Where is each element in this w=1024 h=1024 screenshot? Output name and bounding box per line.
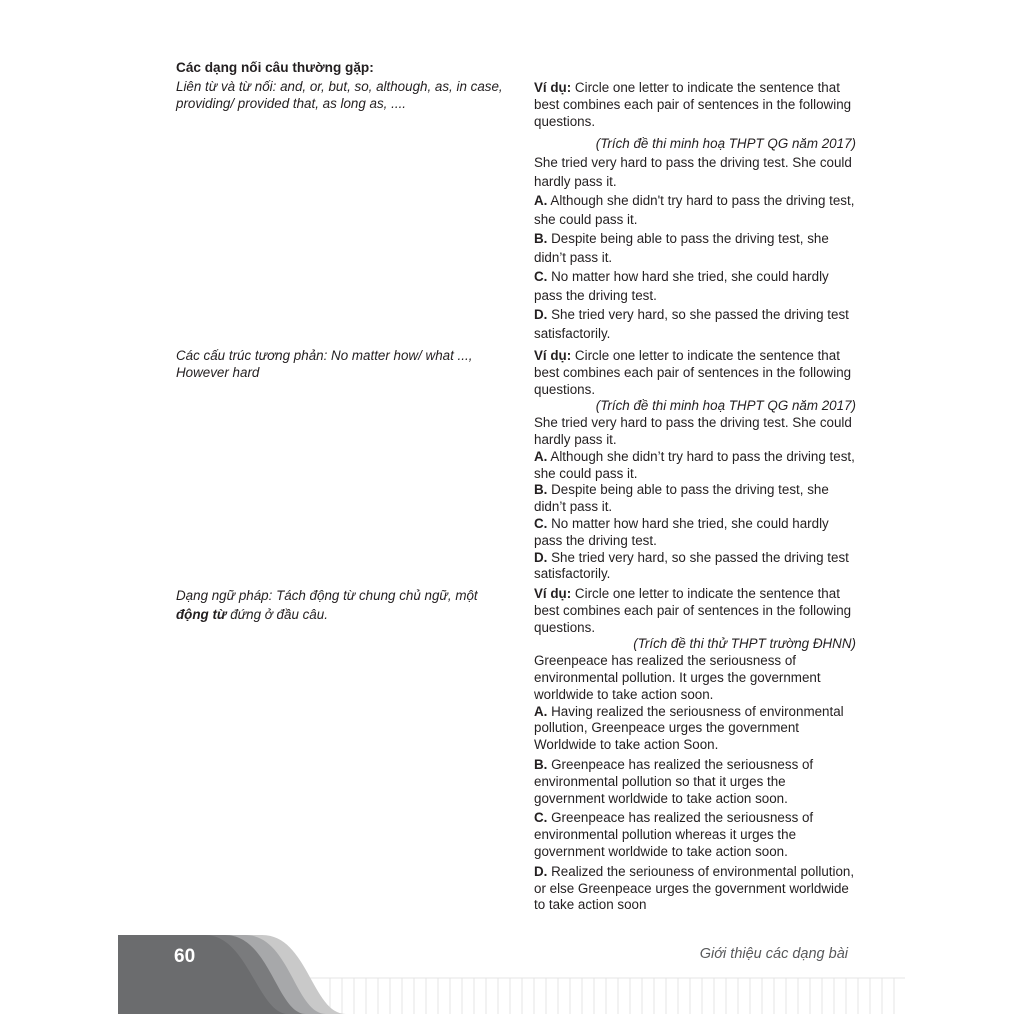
option-letter: B.	[534, 231, 548, 246]
option-text: Despite being able to pass the driving test, she didn’t pass it.	[534, 231, 829, 265]
left-note-contrast: Các cấu trúc tương phản: No matter how/ what ..., However hard	[176, 348, 473, 380]
option-letter: D.	[534, 549, 548, 565]
option-d	[534, 550, 856, 584]
option-text: Having realized the seriousness of environmental pollution, Greenpeace urges the government Worldwide to take action Soon.	[534, 703, 844, 753]
option-text: Although she didn't try hard to pass the driving test, she could pass it.	[534, 193, 855, 227]
option-a	[534, 704, 856, 754]
option-d	[534, 305, 856, 343]
option-b	[534, 229, 856, 267]
question-text: Greenpeace has realized the seriousness of environmental pollution. It urges the government worldwide to take action soon.	[534, 653, 821, 702]
option-text: Despite being able to pass the driving test, she didn’t pass it.	[534, 482, 829, 515]
left-note-bold: động từ	[176, 607, 227, 622]
option-text: Greenpeace has realized the seriousness of environmental pollution so that it urges the government worldwide to take action soon.	[534, 756, 814, 806]
option-c	[534, 516, 856, 550]
option-letter: B.	[534, 756, 548, 772]
example-label: Ví dụ:	[534, 80, 572, 95]
option-letter: C.	[534, 515, 548, 531]
left-note-conjunctions: Liên từ và từ nối: and, or, but, so, although, as, in case, providing/ provided that, as long as, ....	[176, 79, 503, 111]
option-letter: B.	[534, 482, 548, 498]
source-citation: (Trích đề thi minh hoạ THPT QG năm 2017)	[595, 136, 856, 151]
footer-wave-decoration	[0, 932, 1024, 1024]
option-c	[534, 810, 856, 860]
option-letter: A.	[534, 448, 548, 464]
option-text: Although she didn’t try hard to pass the driving test, she could pass it.	[534, 448, 855, 481]
example-label: Ví dụ:	[534, 586, 572, 601]
option-letter: C.	[534, 810, 548, 826]
instruction	[534, 348, 856, 398]
question-text: She tried very hard to pass the driving test. She could hardly pass it.	[534, 415, 852, 447]
page-number: 60	[174, 946, 196, 967]
example-block-3	[534, 586, 856, 914]
source-citation: (Trích đề thi thử THPT trường ĐHNN)	[633, 636, 856, 652]
question-text: She tried very hard to pass the driving test. She could hardly pass it.	[534, 155, 852, 189]
source-citation: (Trích đề thi minh hoạ THPT QG năm 2017)	[595, 398, 856, 414]
page-heading: Các dạng nối câu thường gặp:	[176, 60, 374, 75]
footer-title: Giới thiệu các dạng bài	[699, 946, 848, 962]
example-block-2	[534, 348, 856, 583]
option-letter: C.	[534, 269, 548, 284]
option-letter: A.	[534, 193, 548, 208]
option-letter: A.	[534, 703, 548, 719]
instruction-text: Circle one letter to indicate the sentence that best combines each pair of sentences in the following questions.	[534, 80, 852, 129]
left-note-text: Dạng ngữ pháp: Tách động từ chung chủ ngữ, một	[176, 588, 478, 603]
left-note-grammar	[176, 586, 511, 624]
option-text: She tried very hard, so she passed the driving test satisfactorily.	[534, 549, 849, 582]
option-text: Greenpeace has realized the seriousness of environmental pollution whereas it urges the government worldwide to take action soon.	[534, 810, 814, 859]
option-text: No matter how hard she tried, she could hardly pass the driving test.	[534, 515, 829, 548]
option-letter: D.	[534, 307, 548, 322]
option-letter: D.	[534, 863, 548, 879]
option-a	[534, 191, 856, 229]
option-b	[534, 482, 856, 516]
option-d	[534, 864, 856, 914]
left-note-text: đứng ở đầu câu.	[226, 607, 328, 622]
instruction-text: Circle one letter to indicate the sentence that best combines each pair of sentences in the following questions.	[534, 348, 852, 397]
option-c	[534, 267, 856, 305]
instruction	[534, 586, 856, 636]
option-a	[534, 449, 856, 483]
example-block-1	[534, 79, 856, 343]
option-text: Realized the seriouness of environmental pollution, or else Greenpeace urges the government worldwide to take action soon	[534, 863, 855, 913]
instruction	[534, 79, 856, 130]
example-label: Ví dụ:	[534, 348, 572, 363]
instruction-text: Circle one letter to indicate the sentence that best combines each pair of sentences in the following questions.	[534, 586, 852, 635]
option-text: She tried very hard, so she passed the driving test satisfactorily.	[534, 307, 849, 341]
option-text: No matter how hard she tried, she could hardly pass the driving test.	[534, 269, 829, 303]
option-b	[534, 757, 856, 807]
